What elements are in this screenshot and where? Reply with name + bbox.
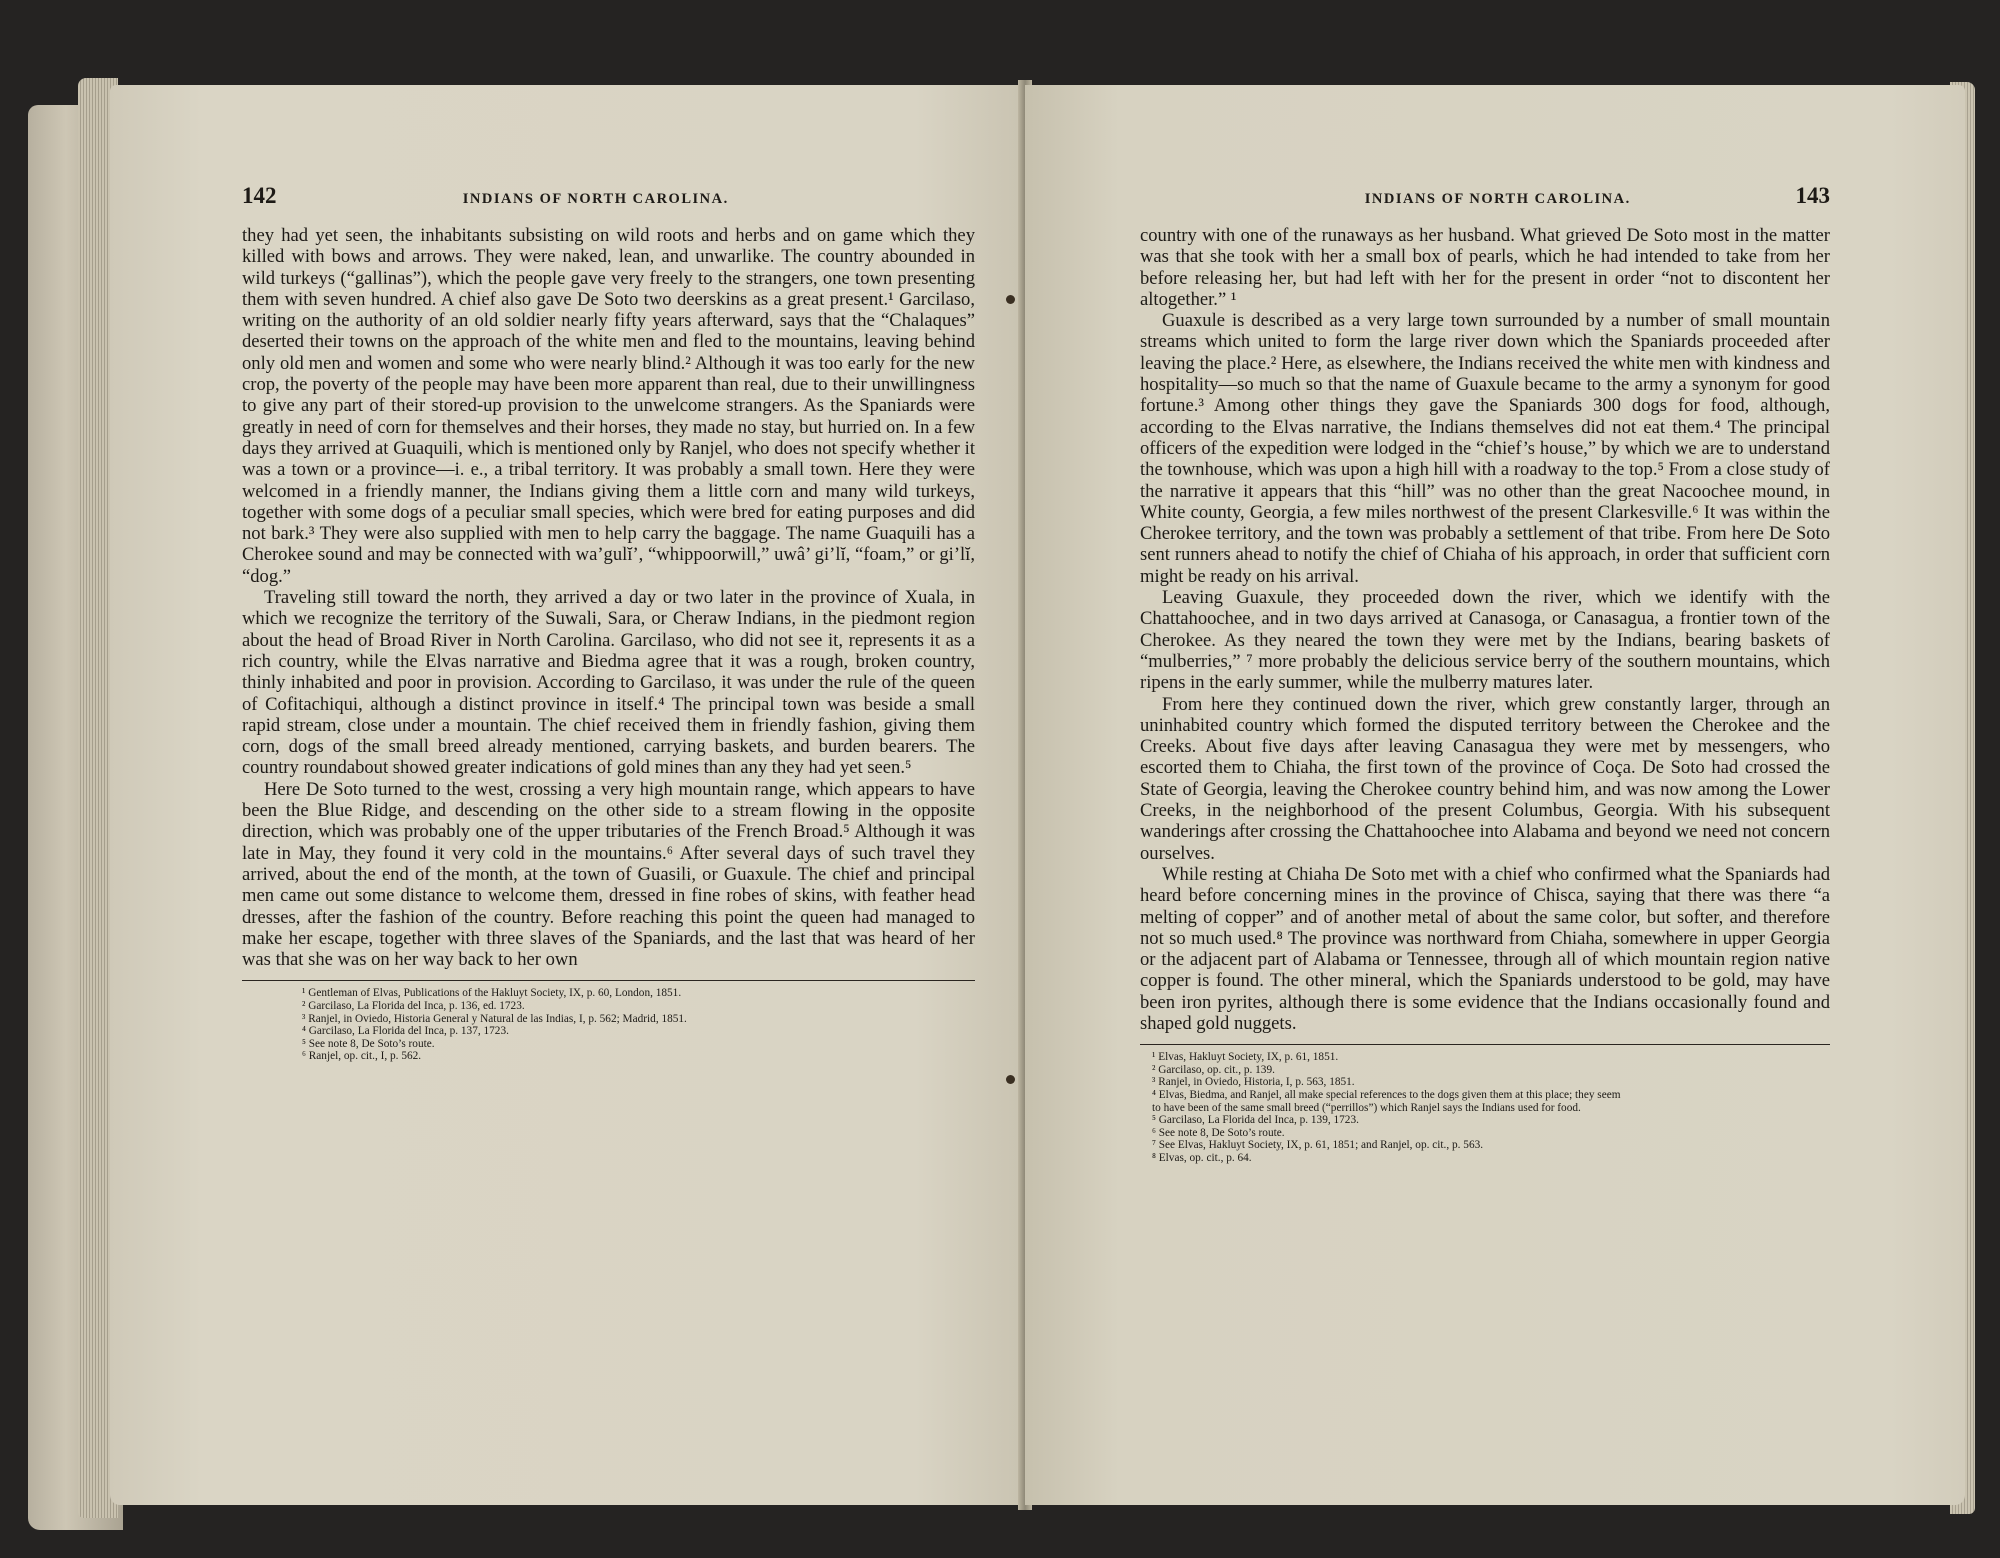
footnote: ² Garcilaso, op. cit., p. 139. (1152, 1063, 1275, 1076)
left-paragraph: Traveling still toward the north, they arrived a day or two later in the province of Xuala, in which we recognize the territory of the Suwali, Sara, or Cheraw Indians, in the piedmont region about the head of Broad River in North Carolina. Garcilaso, who did not see it, represents it as a rich country, while the Elvas narrative and Biedma agree that it was a rough, broken country, thinly inhabited and poor in provision. According to Garcilaso, it was under the rule of the queen of Cofitachiqui, although a distinct province in itself.⁴ The principal town was beside a small rapid stream, close under a mountain. The chief received them in friendly fashion, giving them corn, dogs of the small breed already mentioned, carrying baskets, and burden bearers. The country roundabout showed greater indications of gold mines than any they had yet seen.⁵ (242, 587, 975, 779)
binding-hole (1006, 1075, 1015, 1084)
footnote: ⁶ See note 8, De Soto’s route. (1152, 1126, 1285, 1139)
right-page-body (1140, 225, 1830, 1034)
right-paragraph: Guaxule is described as a very large town surrounded by a number of small mountain streams which united to form the large river down which the Spaniards proceeded after leaving the place.² Here, as elsewhere, the Indians received the white men with kindness and hospitality—so much so that the name of Guaxule became to the army a synonym for good fortune.³ Among other things they gave the Spaniards 300 dogs for food, although, according to the Elvas narrative, the Indians themselves did not eat them.⁴ The principal officers of the expedition were lodged in the “chief’s house,” by which we are to understand the townhouse, which was upon a high hill with a roadway to the top.⁵ From a close study of the narrative it appears that this “hill” was no other than the great Nacoochee mound, in White county, Georgia, a few miles northwest of the present Clarkesville.⁶ It was within the Cherokee territory, and the town was probably a settlement of that tribe. From here De Soto sent runners ahead to notify the chief of Chiaha of his approach, in order that sufficient corn might be ready on his arrival. (1140, 310, 1830, 587)
left-page-body (242, 225, 975, 970)
footnote: ⁴ Garcilaso, La Florida del Inca, p. 137, 1723. (302, 1025, 509, 1038)
footnote: ⁴ Elvas, Biedma, and Ranjel, all make special references to the dogs given them at this place; they seem (1152, 1089, 1621, 1102)
left-running-head: INDIANS OF NORTH CAROLINA. (462, 191, 729, 207)
right-paragraph: Leaving Guaxule, they proceeded down the river, which we identify with the Chattahoochee, and in two days arrived at Canasoga, or Canasagua, a frontier town of the Cherokee. As they neared the town they were met by the Indians, bearing baskets of “mulberries,” ⁷ more probably the delicious service berry of the southern mountains, which ripens in the early summer, while the mulberry matures later. (1140, 587, 1830, 694)
footnote: ² Garcilaso, La Florida del Inca, p. 136, ed. 1723. (302, 999, 525, 1012)
binding-hole (1006, 295, 1015, 304)
footnote: ³ Ranjel, in Oviedo, Historia General y Natural de las Indias, I, p. 562; Madrid, 1851. (302, 1012, 687, 1025)
right-page-number: 143 (1795, 183, 1830, 208)
footnote: ⁷ See Elvas, Hakluyt Society, IX, p. 61, 1851; and Ranjel, op. cit., p. 563. (1152, 1139, 1484, 1152)
right-running-head: INDIANS OF NORTH CAROLINA. (1364, 191, 1631, 207)
footnote-rule (242, 980, 975, 981)
left-paragraph: Here De Soto turned to the west, crossing a very high mountain range, which appears to have been the Blue Ridge, and descending on the other side to a stream flowing in the opposite direction, which was probably one of the upper tributaries of the French Broad.⁵ Although it was late in May, they found it very cold in the mountains.⁶ After several days of such travel they arrived, about the end of the month, at the town of Guasili, or Guaxule. The chief and principal men came out some distance to welcome them, dressed in fine robes of skins, with feather head dresses, after the fashion of the country. Before reaching this point the queen had managed to make her escape, together with three slaves of the Spaniards, and the last that was heard of her was that she was on her way back to her own (242, 778, 975, 971)
footnote: to have been of the same small breed (“perrillos”) which Ranjel says the Indians used for food. (1152, 1101, 1581, 1114)
right-paragraph: From here they continued down the river, which grew constantly larger, through an uninhabited country which formed the disputed territory between the Cherokee and the Creeks. About five days after leaving Canasagua they were met by messengers, who escorted them to Chiaha, the first town of the province of Coça. De Soto had crossed the State of Georgia, leaving the Cherokee country behind him, and was now among the Lower Creeks, in the neighborhood of the present Columbus, Georgia. With his subsequent wanderings after crossing the Chattahoochee into Alabama and beyond we need not concern ourselves. (1140, 693, 1830, 864)
footnote: ¹ Elvas, Hakluyt Society, IX, p. 61, 1851. (1152, 1051, 1339, 1064)
footnote: ¹ Gentleman of Elvas, Publications of the Hakluyt Society, IX, p. 60, London, 1851. (302, 987, 682, 1000)
right-paragraph: While resting at Chiaha De Soto met with a chief who confirmed what the Spaniards had heard before concerning mines in the province of Chisca, saying that there was there “a melting of copper” and of another metal of about the same color, but softer, and therefore not so much used.⁸ The province was northward from Chiaha, somewhere in upper Georgia or the adjacent part of Alabama or Tennessee, through all of which mountain region native copper is found. The other mineral, which the Spaniards understood to be gold, may have been iron pyrites, although there is some evidence that the Indians occasionally found and shaped gold nuggets. (1140, 863, 1830, 1034)
left-footnotes (242, 987, 975, 1063)
right-page (1025, 85, 1965, 1505)
right-paragraph: country with one of the runaways as her husband. What grieved De Soto most in the matter was that she took with her a small box of pearls, which he had intended to take from her before releasing her, but had left with her for the present in order “not to discontent her altogether.” ¹ (1140, 225, 1830, 310)
right-page-header (1140, 183, 1830, 209)
left-page-number: 142 (242, 183, 277, 208)
footnote-rule (1140, 1044, 1830, 1045)
footnote: ⁵ See note 8, De Soto’s route. (302, 1037, 435, 1050)
left-paragraph: they had yet seen, the inhabitants subsisting on wild roots and herbs and on game which they killed with bows and arrows. They were naked, lean, and unwarlike. The country abounded in wild turkeys (“gallinas”), which the people gave very freely to the strangers, one town presenting them with seven hundred. A chief also gave De Soto two deerskins as a great present.¹ Garcilaso, writing on the authority of an old soldier nearly fifty years afterward, says that the “Chalaques” deserted their towns on the approach of the white men and fled to the mountains, leaving behind only old men and women and some who were nearly blind.² Although it was too early for the new crop, the poverty of the people may have been more apparent than real, due to their unwillingness to give any part of their stored-up provision to the unwelcome strangers. As the Spaniards were greatly in need of corn for themselves and their horses, they made no stay, but hurried on. In a few days they arrived at Guaquili, which is mentioned only by Ranjel, who does not specify whether it was a town or a province—i. e., a tribal territory. It was probably a small town. Here they were welcomed in a friendly manner, the Indians giving them a little corn and many wild turkeys, together with some dogs of a peculiar small species, which were bred for eating purposes and did not bark.³ They were also supplied with men to help carry the baggage. The name Guaquili has a Cherokee sound and may be connected with wa’gulĭ’, “whippoorwill,” uwâ’ gi’lĭ, “foam,” or gi’lĭ, “dog.” (242, 225, 975, 587)
right-footnotes (1140, 1051, 1830, 1164)
footnote: ⁵ Garcilaso, La Florida del Inca, p. 139, 1723. (1152, 1114, 1359, 1127)
footnote: ⁸ Elvas, op. cit., p. 64. (1152, 1152, 1252, 1165)
footnote: ³ Ranjel, in Oviedo, Historia, I, p. 563, 1851. (1152, 1076, 1355, 1089)
left-page (110, 85, 1025, 1505)
left-page-header (242, 183, 975, 209)
footnote: ⁶ Ranjel, op. cit., I, p. 562. (302, 1050, 422, 1063)
